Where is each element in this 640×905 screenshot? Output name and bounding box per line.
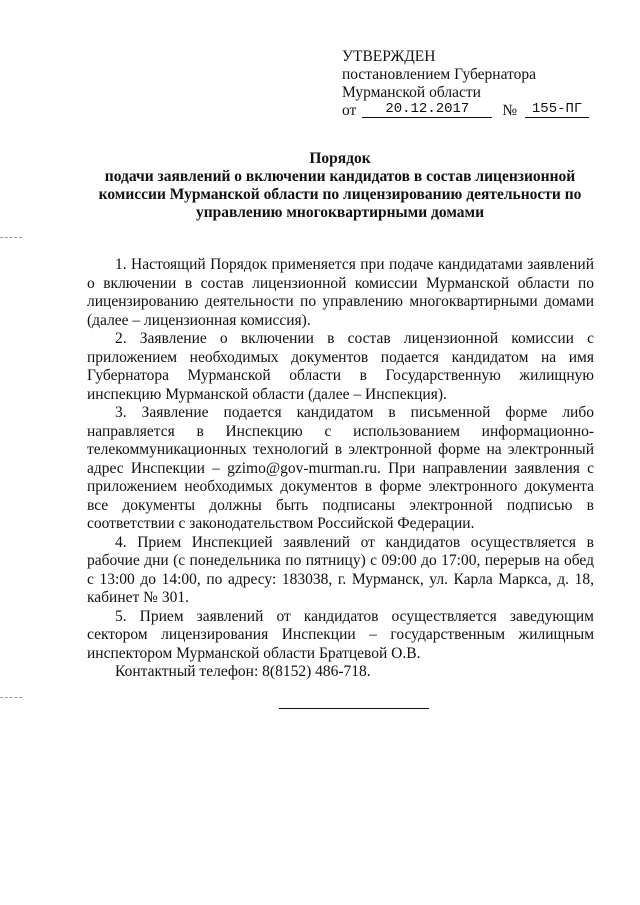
scan-edge-mark — [0, 697, 22, 698]
paragraph-3: 3. Заявление подается кандидатом в письменной форме либо направляется в Инспекцию с использованием информационно-телекоммуникационных технологий в электронной форме на электронный адрес Инспекции – gzimo@gov-murman.ru. При направлении заявления с приложением необходимых документов в форме электронного документа все документы должны быть подписаны электронной подписью в соответствии с законодательством Российской Федерации. — [87, 404, 594, 532]
approval-status: УТВЕРЖДЕН — [342, 48, 436, 65]
closing-line — [279, 708, 429, 709]
contact-phone: Контактный телефон: 8(8152) 486-718. — [115, 663, 371, 680]
scan-edge-mark — [0, 237, 22, 238]
number-sign: № — [502, 102, 518, 119]
paragraph-4: 4. Прием Инспекцией заявлений от кандидатов осуществляется в рабочие дни (с понедельника по пятницу) с 09:00 до 17:00, перерыв на обед с 13:00 до 14:00, по адресу: 183038, г. Мурманск, ул. Карла Маркса, д. 18, кабинет № 301. — [87, 533, 594, 606]
document-body — [87, 256, 594, 682]
title-heading: Порядок — [309, 150, 371, 167]
title-line: подачи заявлений о включении кандидатов в состав лицензионной — [104, 168, 576, 185]
from-label: от — [342, 102, 357, 119]
document-title — [92, 150, 588, 222]
approval-date-number — [342, 102, 602, 120]
title-line: комиссии Мурманской области по лицензированию деятельности по — [98, 186, 582, 203]
decree-date: 20.12.2017 — [362, 102, 492, 118]
approval-block — [342, 48, 602, 120]
approval-region: Мурманской области — [342, 84, 481, 101]
paragraph-5: 5. Прием заявлений от кандидатов осуществляется заведующим сектором лицензирования Инспекции – государственным жилищным инспектором Мурманской области Братцевой О.В. — [87, 607, 594, 662]
title-line: управлению многоквартирными домами — [195, 204, 485, 221]
paragraph-1: 1. Настоящий Порядок применяется при подаче кандидатами заявлений о включении в состав лицензионной комиссии Мурманской области по лицензированию деятельности по управлению многоквартирными домами (далее – лицензионная комиссия). — [87, 256, 594, 329]
approval-decree: постановлением Губернатора — [342, 66, 537, 83]
paragraph-2: 2. Заявление о включении в состав лицензионной комиссии с приложением необходимых документов подается кандидатом на имя Губернатора Мурманской области в Государственную жилищную инспекцию Мурманской области (далее – Инспекция). — [87, 330, 594, 403]
decree-number: 155-ПГ — [525, 102, 589, 118]
